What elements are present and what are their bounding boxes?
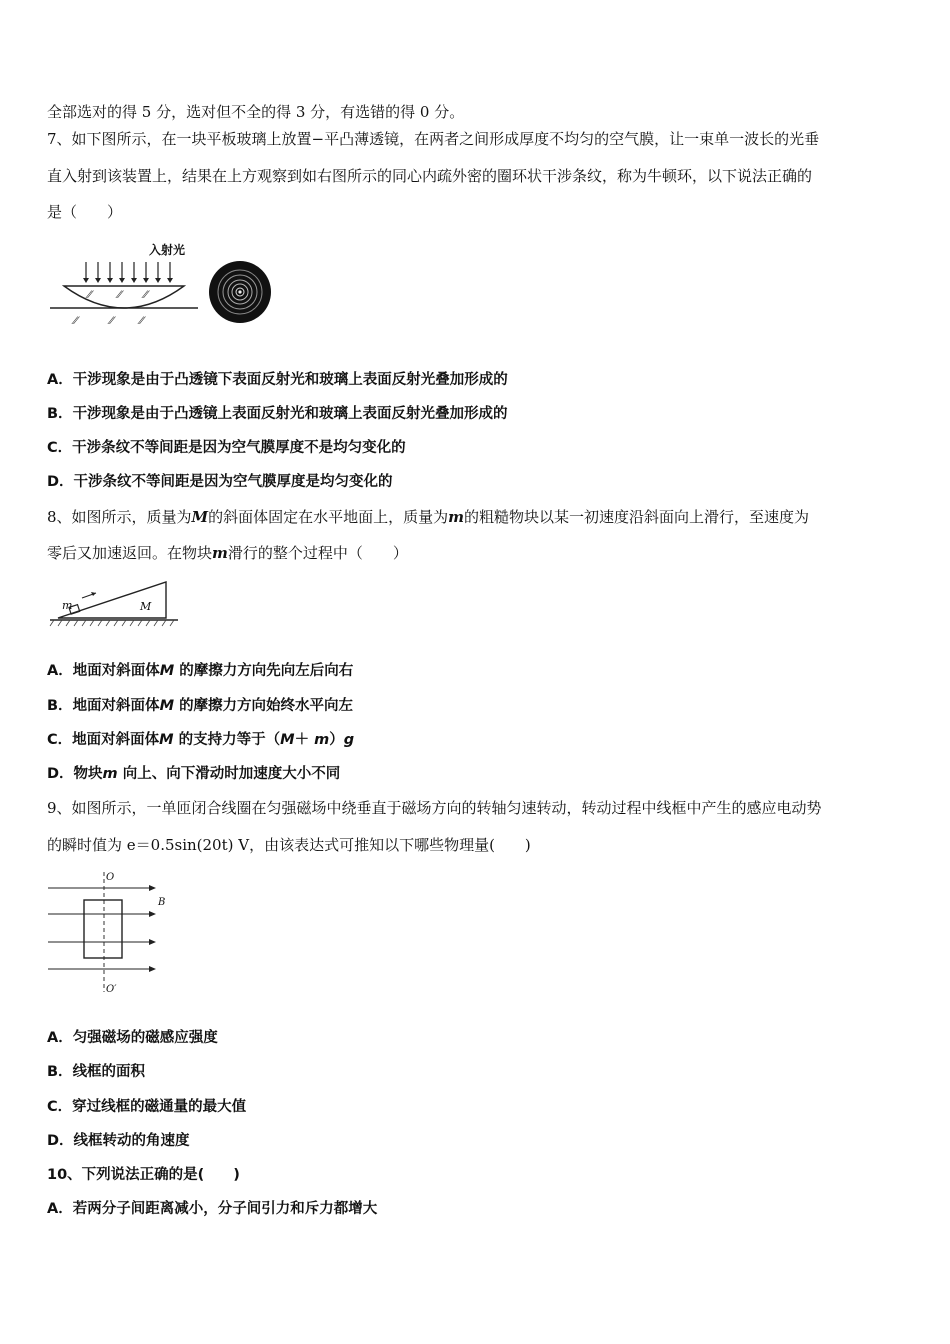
q10-stem: 10、下列说法正确的是( ) <box>47 1167 240 1183</box>
q8-stem-line-1: 8、如图所示，质量为M的斜面体固定在水平地面上，质量为m的粗糙物块以某一初速度沿斜面向上滑行，至速度为 <box>47 508 810 526</box>
q9-option-b[interactable]: B．线框的面积 <box>47 1064 146 1080</box>
q7-option-b[interactable]: B．干涉现象是由于凸透镜上表面反射光和玻璃上表面反射光叠加形成的 <box>47 406 508 422</box>
q10-option-a[interactable]: A．若两分子间距离减小，分子间引力和斥力都增大 <box>47 1201 378 1217</box>
q8-option-b[interactable]: B．地面对斜面体M 的摩擦力方向始终水平向左 <box>47 698 354 714</box>
label-m: m <box>62 599 73 612</box>
q9-option-d[interactable]: D．线框转动的角速度 <box>47 1133 190 1149</box>
q8-stem-line-2: 零后又加速返回。在物块m滑行的整个过程中（ ） <box>47 544 408 562</box>
label-M: M <box>140 600 152 613</box>
q7-option-a[interactable]: A．干涉现象是由于凸透镜下表面反射光和玻璃上表面反射光叠加形成的 <box>47 372 508 388</box>
q8-option-d[interactable]: D．物块m 向上、向下滑动时加速度大小不同 <box>47 766 341 782</box>
label-O: O <box>106 872 115 883</box>
svg-text:⁄⁄: ⁄⁄ <box>74 316 78 327</box>
svg-text:⁄⁄: ⁄⁄ <box>144 290 148 301</box>
svg-text:⁄⁄: ⁄⁄ <box>88 290 92 301</box>
rotating-coil-figure <box>44 868 179 998</box>
label-B: B <box>158 897 166 908</box>
incident-light-label: 入射光 <box>149 243 186 257</box>
q8-option-a[interactable]: A．地面对斜面体M 的摩擦力方向先向左后向右 <box>47 663 354 679</box>
q7-option-c[interactable]: C．干涉条纹不等间距是因为空气膜厚度不是均匀变化的 <box>47 440 406 456</box>
svg-text:⁄⁄: ⁄⁄ <box>140 316 144 327</box>
incident-arrows <box>86 262 170 280</box>
q7-option-d[interactable]: D．干涉条纹不等间距是因为空气膜厚度是均匀变化的 <box>47 474 393 490</box>
q7-stem-line-3: 是（ ） <box>47 203 123 221</box>
q9-option-a[interactable]: A．匀强磁场的磁感应强度 <box>47 1030 218 1046</box>
q7-stem-line-2: 直入射到该装置上，结果在上方观察到如右图所示的同心内疏外密的圈环状干涉条纹，称为牛顿环，以下说法正确的 <box>47 167 813 185</box>
q9-stem-line-1: 9、如图所示，一单匝闭合线圈在匀强磁场中绕垂直于磁场方向的转轴匀速转动，转动过程中线框中产生的感应电动势 <box>47 799 822 817</box>
intro-text: 全部选对的得 5 分，选对但不全的得 3 分，有选错的得 0 分。 <box>47 103 465 121</box>
q9-option-c[interactable]: C．穿过线框的磁通量的最大值 <box>47 1099 247 1115</box>
convex-lens <box>64 286 184 308</box>
ground-hatching <box>50 620 174 626</box>
q8-option-c[interactable]: C．地面对斜面体M 的支持力等于（M＋ m）g <box>47 732 355 748</box>
incline-figure <box>48 576 183 632</box>
svg-text:⁄⁄: ⁄⁄ <box>110 316 114 327</box>
newton-rings-figure <box>48 240 310 332</box>
newton-rings-pattern <box>209 261 271 323</box>
q7-stem-line-1: 7、如下图所示，在一块平板玻璃上放置−平凸薄透镜，在两者之间形成厚度不均匀的空气膜，让一束单一波长的光垂 <box>47 130 820 148</box>
label-O-prime: O′ <box>106 984 117 995</box>
svg-text:⁄⁄: ⁄⁄ <box>118 290 122 301</box>
coil-frame <box>84 900 122 958</box>
q9-stem-line-2: 的瞬时值为 e＝0.5sin(20t) V，由该表达式可推知以下哪些物理量( ) <box>47 836 531 854</box>
